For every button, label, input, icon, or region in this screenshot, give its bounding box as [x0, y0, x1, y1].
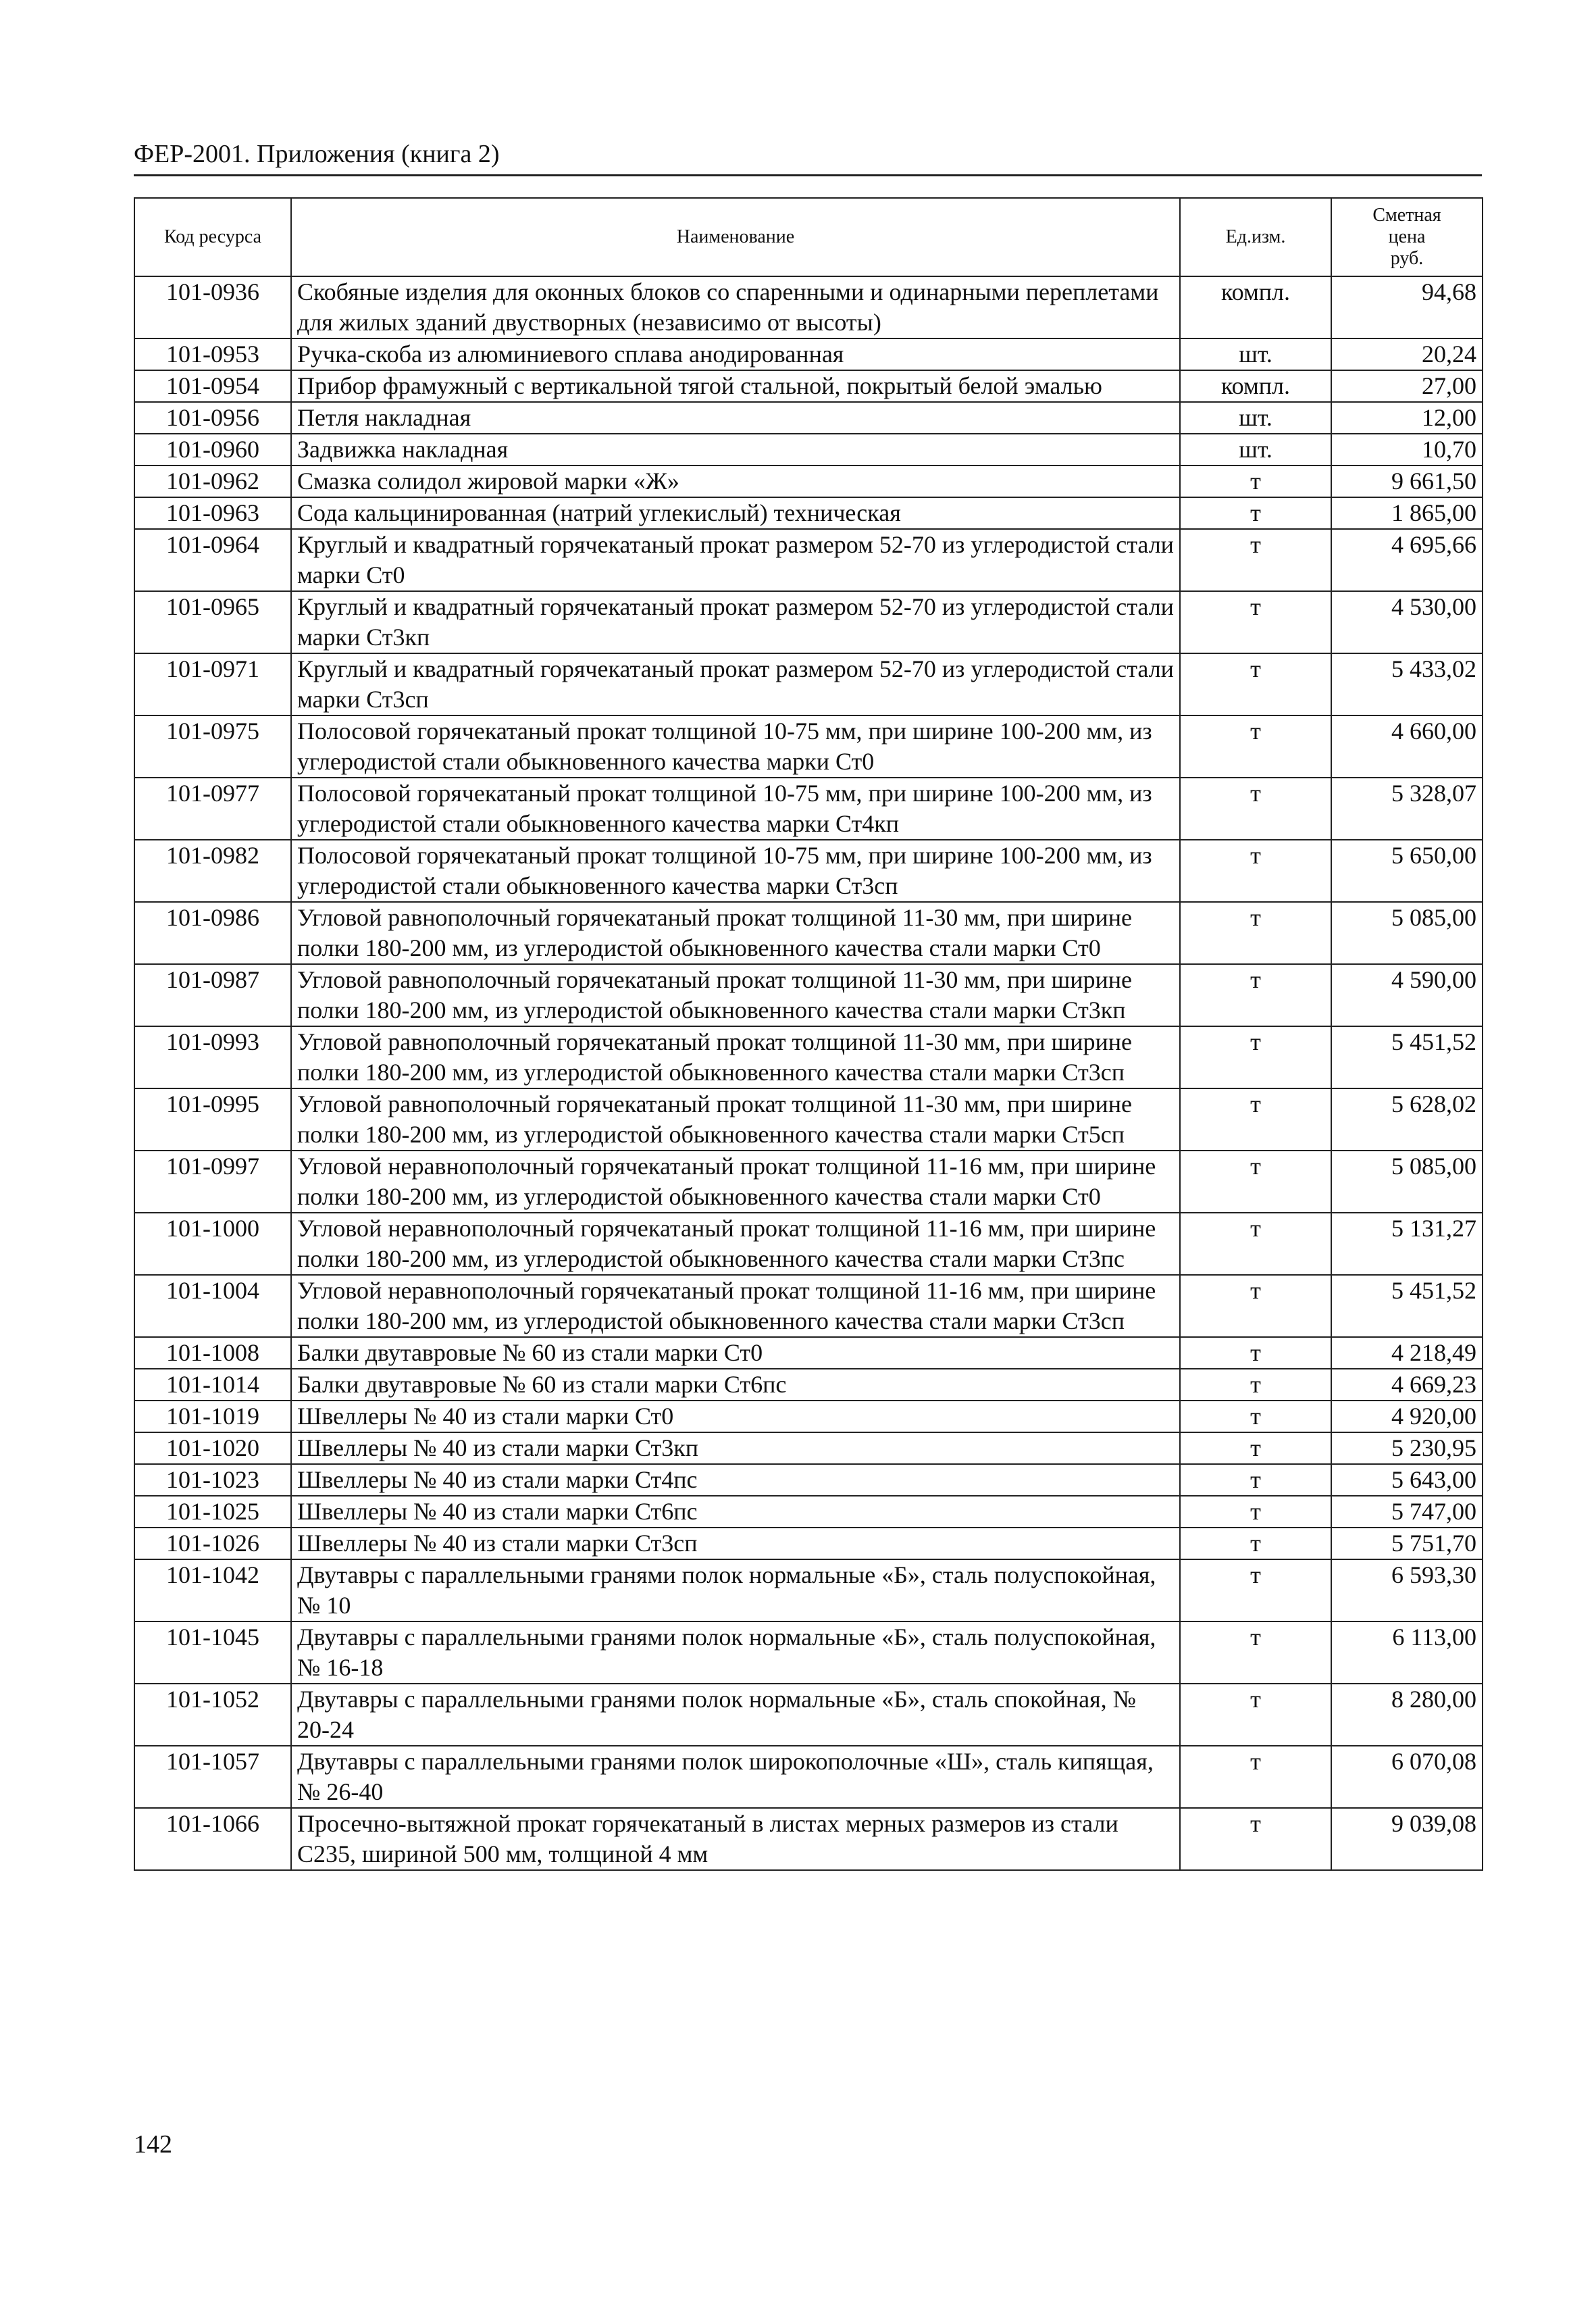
unit-cell: компл.	[1180, 276, 1331, 338]
unit-cell: т	[1180, 1213, 1331, 1275]
table-row	[134, 715, 1483, 778]
table-row	[134, 1088, 1483, 1151]
unit-cell: т	[1180, 1559, 1331, 1621]
price-cell: 1 865,00	[1331, 497, 1483, 529]
unit-cell: шт.	[1180, 402, 1331, 434]
table-row	[134, 370, 1483, 402]
resource-code-cell: 101-0986	[134, 902, 291, 964]
resource-code-cell: 101-0956	[134, 402, 291, 434]
resource-code-cell: 101-0987	[134, 964, 291, 1026]
unit-cell: т	[1180, 466, 1331, 497]
unit-cell: т	[1180, 1621, 1331, 1684]
unit-cell: шт.	[1180, 434, 1331, 466]
table-row	[134, 1213, 1483, 1275]
table-row	[134, 1808, 1483, 1870]
price-cell: 6 593,30	[1331, 1559, 1483, 1621]
resource-code-cell: 101-0954	[134, 370, 291, 402]
price-cell: 4 590,00	[1331, 964, 1483, 1026]
resource-code-cell: 101-0977	[134, 778, 291, 840]
resource-name-cell: Двутавры с параллельными гранями полок нормальные «Б», сталь спокойная, № 20-24	[291, 1684, 1180, 1746]
unit-cell: компл.	[1180, 370, 1331, 402]
header-rule	[134, 174, 1482, 176]
table-row	[134, 1432, 1483, 1464]
resource-code-cell: 101-1004	[134, 1275, 291, 1337]
resource-name-cell: Угловой равнополочный горячекатаный прокат толщиной 11-30 мм, при ширине полки 180-200 мм, из углеродистой обыкновенного качества стали марки Ст0	[291, 902, 1180, 964]
table-row	[134, 402, 1483, 434]
table-row	[134, 653, 1483, 715]
unit-cell: т	[1180, 840, 1331, 902]
resource-code-cell: 101-1066	[134, 1808, 291, 1870]
unit-cell: т	[1180, 902, 1331, 964]
table-row	[134, 1275, 1483, 1337]
resource-name-cell: Полосовой горячекатаный прокат толщиной 10-75 мм, при ширине 100-200 мм, из углеродистой стали обыкновенного качества марки Ст4кп	[291, 778, 1180, 840]
resource-name-cell: Двутавры с параллельными гранями полок широкополочные «Ш», сталь кипящая, № 26-40	[291, 1746, 1180, 1808]
price-cell: 5 131,27	[1331, 1213, 1483, 1275]
unit-cell: т	[1180, 1151, 1331, 1213]
price-cell: 5 451,52	[1331, 1026, 1483, 1088]
resource-code-cell: 101-1042	[134, 1559, 291, 1621]
resource-name-cell: Задвижка накладная	[291, 434, 1180, 466]
resource-code-cell: 101-0993	[134, 1026, 291, 1088]
resource-code-cell: 101-0971	[134, 653, 291, 715]
price-cell: 5 230,95	[1331, 1432, 1483, 1464]
table-row	[134, 1369, 1483, 1401]
price-cell: 5 085,00	[1331, 1151, 1483, 1213]
unit-cell: т	[1180, 1464, 1331, 1496]
unit-cell: т	[1180, 778, 1331, 840]
table-row	[134, 902, 1483, 964]
column-header-price-line3: руб.	[1390, 248, 1424, 269]
table-row	[134, 529, 1483, 591]
unit-cell: т	[1180, 715, 1331, 778]
table-row	[134, 1026, 1483, 1088]
resource-name-cell: Угловой равнополочный горячекатаный прокат толщиной 11-30 мм, при ширине полки 180-200 мм, из углеродистой обыкновенного качества стали марки Ст3сп	[291, 1026, 1180, 1088]
unit-cell: т	[1180, 497, 1331, 529]
resource-name-cell: Двутавры с параллельными гранями полок нормальные «Б», сталь полуспокойная, № 16-18	[291, 1621, 1180, 1684]
unit-cell: т	[1180, 1684, 1331, 1746]
price-cell: 94,68	[1331, 276, 1483, 338]
price-cell: 4 530,00	[1331, 591, 1483, 653]
price-cell: 27,00	[1331, 370, 1483, 402]
resource-name-cell: Угловой неравнополочный горячекатаный прокат толщиной 11-16 мм, при ширине полки 180-200 мм, из углеродистой обыкновенного качества стали марки Ст0	[291, 1151, 1180, 1213]
price-cell: 4 695,66	[1331, 529, 1483, 591]
resource-code-cell: 101-1057	[134, 1746, 291, 1808]
column-header-price	[1331, 198, 1483, 276]
table-row	[134, 497, 1483, 529]
price-cell: 9 661,50	[1331, 466, 1483, 497]
document-header: ФЕР-2001. Приложения (книга 2)	[134, 140, 500, 168]
table-row	[134, 434, 1483, 466]
table-row	[134, 276, 1483, 338]
resource-code-cell: 101-1025	[134, 1496, 291, 1528]
unit-cell: т	[1180, 1026, 1331, 1088]
resource-name-cell: Балки двутавровые № 60 из стали марки Ст6пс	[291, 1369, 1180, 1401]
table-row	[134, 1496, 1483, 1528]
resource-code-cell: 101-1023	[134, 1464, 291, 1496]
resource-name-cell: Угловой равнополочный горячекатаный прокат толщиной 11-30 мм, при ширине полки 180-200 мм, из углеродистой обыкновенного качества стали марки Ст5сп	[291, 1088, 1180, 1151]
price-cell: 4 669,23	[1331, 1369, 1483, 1401]
price-cell: 9 039,08	[1331, 1808, 1483, 1870]
resource-name-cell: Смазка солидол жировой марки «Ж»	[291, 466, 1180, 497]
price-cell: 10,70	[1331, 434, 1483, 466]
table-row	[134, 1746, 1483, 1808]
unit-cell: т	[1180, 653, 1331, 715]
column-header-code: Код ресурса	[134, 198, 291, 276]
table-row	[134, 466, 1483, 497]
column-header-unit: Ед.изм.	[1180, 198, 1331, 276]
price-cell: 5 628,02	[1331, 1088, 1483, 1151]
resource-name-cell: Круглый и квадратный горячекатаный прокат размером 52-70 из углеродистой стали марки Ст0	[291, 529, 1180, 591]
resource-name-cell: Швеллеры № 40 из стали марки Ст3сп	[291, 1528, 1180, 1559]
resource-name-cell: Полосовой горячекатаный прокат толщиной 10-75 мм, при ширине 100-200 мм, из углеродистой стали обыкновенного качества марки Ст0	[291, 715, 1180, 778]
resource-code-cell: 101-0936	[134, 276, 291, 338]
unit-cell: т	[1180, 529, 1331, 591]
resource-name-cell: Балки двутавровые № 60 из стали марки Ст0	[291, 1337, 1180, 1369]
resource-name-cell: Швеллеры № 40 из стали марки Ст4пс	[291, 1464, 1180, 1496]
unit-cell: т	[1180, 1337, 1331, 1369]
table-row	[134, 1684, 1483, 1746]
resource-code-cell: 101-0962	[134, 466, 291, 497]
unit-cell: т	[1180, 1088, 1331, 1151]
resource-name-cell: Двутавры с параллельными гранями полок нормальные «Б», сталь полуспокойная, № 10	[291, 1559, 1180, 1621]
unit-cell: т	[1180, 1528, 1331, 1559]
resource-code-cell: 101-1008	[134, 1337, 291, 1369]
resource-name-cell: Ручка-скоба из алюминиевого сплава анодированная	[291, 338, 1180, 370]
unit-cell: т	[1180, 1746, 1331, 1808]
table-row	[134, 1464, 1483, 1496]
resource-code-cell: 101-0953	[134, 338, 291, 370]
resource-code-cell: 101-0960	[134, 434, 291, 466]
table-header-row	[134, 198, 1483, 276]
resource-code-cell: 101-0975	[134, 715, 291, 778]
price-cell: 5 085,00	[1331, 902, 1483, 964]
resource-code-cell: 101-1045	[134, 1621, 291, 1684]
resource-name-cell: Петля накладная	[291, 402, 1180, 434]
resource-code-cell: 101-1014	[134, 1369, 291, 1401]
price-cell: 5 751,70	[1331, 1528, 1483, 1559]
column-header-price-line2: цена	[1388, 226, 1426, 247]
price-cell: 4 920,00	[1331, 1401, 1483, 1432]
unit-cell: т	[1180, 1808, 1331, 1870]
resource-name-cell: Швеллеры № 40 из стали марки Ст0	[291, 1401, 1180, 1432]
price-cell: 8 280,00	[1331, 1684, 1483, 1746]
resource-name-cell: Угловой равнополочный горячекатаный прокат толщиной 11-30 мм, при ширине полки 180-200 мм, из углеродистой обыкновенного качества стали марки Ст3кп	[291, 964, 1180, 1026]
resource-name-cell: Полосовой горячекатаный прокат толщиной 10-75 мм, при ширине 100-200 мм, из углеродистой стали обыкновенного качества марки Ст3сп	[291, 840, 1180, 902]
resource-code-cell: 101-1000	[134, 1213, 291, 1275]
price-cell: 5 328,07	[1331, 778, 1483, 840]
price-cell: 4 660,00	[1331, 715, 1483, 778]
page-number: 142	[134, 2130, 172, 2159]
unit-cell: т	[1180, 1432, 1331, 1464]
price-cell: 5 650,00	[1331, 840, 1483, 902]
resource-code-cell: 101-1026	[134, 1528, 291, 1559]
resource-name-cell: Скобяные изделия для оконных блоков со спаренными и одинарными переплетами для жилых зданий двустворных (независимо от высоты)	[291, 276, 1180, 338]
price-cell: 5 643,00	[1331, 1464, 1483, 1496]
resource-code-cell: 101-0963	[134, 497, 291, 529]
table-row	[134, 778, 1483, 840]
column-header-price-line1: Сметная	[1372, 205, 1441, 226]
resource-name-cell: Сода кальцинированная (натрий углекислый) техническая	[291, 497, 1180, 529]
resource-code-cell: 101-1052	[134, 1684, 291, 1746]
table-row	[134, 591, 1483, 653]
resource-name-cell: Швеллеры № 40 из стали марки Ст3кп	[291, 1432, 1180, 1464]
table-row	[134, 1621, 1483, 1684]
price-cell: 20,24	[1331, 338, 1483, 370]
resource-name-cell: Угловой неравнополочный горячекатаный прокат толщиной 11-16 мм, при ширине полки 180-200 мм, из углеродистой обыкновенного качества стали марки Ст3пс	[291, 1213, 1180, 1275]
resource-code-cell: 101-1020	[134, 1432, 291, 1464]
resource-name-cell: Швеллеры № 40 из стали марки Ст6пс	[291, 1496, 1180, 1528]
table-row	[134, 338, 1483, 370]
price-table	[134, 197, 1483, 1871]
table-row	[134, 840, 1483, 902]
resource-name-cell: Прибор фрамужный с вертикальной тягой стальной, покрытый белой эмалью	[291, 370, 1180, 402]
table-row	[134, 1337, 1483, 1369]
unit-cell: т	[1180, 1496, 1331, 1528]
column-header-name: Наименование	[291, 198, 1180, 276]
resource-name-cell: Круглый и квадратный горячекатаный прокат размером 52-70 из углеродистой стали марки Ст3сп	[291, 653, 1180, 715]
resource-code-cell: 101-0995	[134, 1088, 291, 1151]
resource-name-cell: Угловой неравнополочный горячекатаный прокат толщиной 11-16 мм, при ширине полки 180-200 мм, из углеродистой обыкновенного качества стали марки Ст3сп	[291, 1275, 1180, 1337]
price-cell: 5 747,00	[1331, 1496, 1483, 1528]
unit-cell: т	[1180, 1369, 1331, 1401]
unit-cell: шт.	[1180, 338, 1331, 370]
unit-cell: т	[1180, 1275, 1331, 1337]
resource-name-cell: Круглый и квадратный горячекатаный прокат размером 52-70 из углеродистой стали марки Ст3кп	[291, 591, 1180, 653]
price-cell: 6 113,00	[1331, 1621, 1483, 1684]
resource-code-cell: 101-0965	[134, 591, 291, 653]
price-cell: 12,00	[1331, 402, 1483, 434]
price-cell: 6 070,08	[1331, 1746, 1483, 1808]
resource-code-cell: 101-0982	[134, 840, 291, 902]
table-row	[134, 1559, 1483, 1621]
table-row	[134, 1528, 1483, 1559]
resource-code-cell: 101-0964	[134, 529, 291, 591]
table-row	[134, 1151, 1483, 1213]
resource-code-cell: 101-0997	[134, 1151, 291, 1213]
table-body	[134, 276, 1483, 1870]
price-cell: 5 451,52	[1331, 1275, 1483, 1337]
unit-cell: т	[1180, 964, 1331, 1026]
resource-name-cell: Просечно-вытяжной прокат горячекатаный в листах мерных размеров из стали С235, шириной 500 мм, толщиной 4 мм	[291, 1808, 1180, 1870]
resource-code-cell: 101-1019	[134, 1401, 291, 1432]
unit-cell: т	[1180, 591, 1331, 653]
price-cell: 5 433,02	[1331, 653, 1483, 715]
table-row	[134, 1401, 1483, 1432]
table-row	[134, 964, 1483, 1026]
unit-cell: т	[1180, 1401, 1331, 1432]
price-cell: 4 218,49	[1331, 1337, 1483, 1369]
